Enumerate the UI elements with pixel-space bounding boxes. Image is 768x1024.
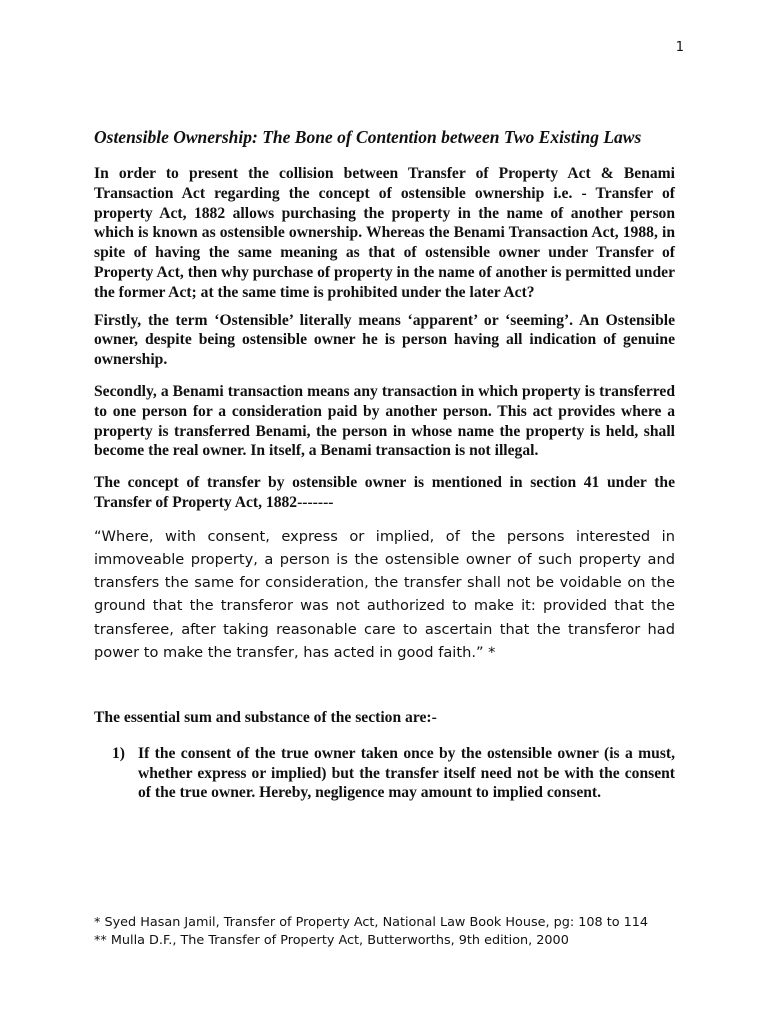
firstly-paragraph: Firstly, the term ‘Ostensible’ literally means ‘apparent’ or ‘seeming’. An Ostensible owner, despite being ostensible owner he is person having all indication of genuine ownership. (94, 311, 675, 369)
list-item-text: If the consent of the true owner taken once by the ostensible owner (is a must, whether express or implied) but the transfer itself need not be with the consent of the true owner. Hereby, negligence may amount to implied consent. (138, 744, 675, 802)
document-title: Ostensible Ownership: The Bone of Contention between Two Existing Laws (94, 127, 642, 147)
page-number: 1 (675, 40, 684, 55)
intro-paragraph: In order to present the collision between Transfer of Property Act & Benami Transaction Act regarding the concept of ostensible ownership i.e. - Transfer of property Act, 1882 allows purchasing the property in the name of another person which is known as ostensible ownership. Whereas the Benami Transaction Act, 1988, in spite of having the same meaning as that of ostensible owner under Transfer of Property Act, then why purchase of property in the name of another is permitted under the former Act; at the same time is prohibited under the later Act? (94, 165, 675, 301)
footnote-2: ** Mulla D.F., The Transfer of Property Act, Butterworths, 9th edition, 2000 (94, 933, 569, 948)
list-item-number: 1) (112, 744, 125, 762)
document-body (94, 126, 675, 803)
summary-paragraph: The essential sum and substance of the section are:- (94, 708, 437, 726)
list-item (94, 744, 675, 803)
section-41-quote: “Where, with consent, express or implied, of the persons interested in immoveable property, a person is the ostensible owner of such property and transfers the same for consideration, the transfer shall not be voidable on the ground that the transferor was not authorized to make it: provided that the transferee, after taking reasonable care to ascertain that the transferor had power to make the transfer, has acted in good faith.” * (94, 527, 675, 661)
footnotes (94, 914, 694, 950)
concept-paragraph: The concept of transfer by ostensible owner is mentioned in section 41 under the Transfer of Property Act, 1882------- (94, 474, 675, 511)
essentials-list (94, 744, 675, 803)
footnote-1: * Syed Hasan Jamil, Transfer of Property Act, National Law Book House, pg: 108 to 114 (94, 915, 649, 930)
secondly-paragraph: Secondly, a Benami transaction means any transaction in which property is transferred to one person for a consideration paid by another person. This act provides where a property is transferred Benami, the person in whose name the property is held, shall become the real owner. In itself, a Benami transaction is not illegal. (94, 382, 675, 460)
